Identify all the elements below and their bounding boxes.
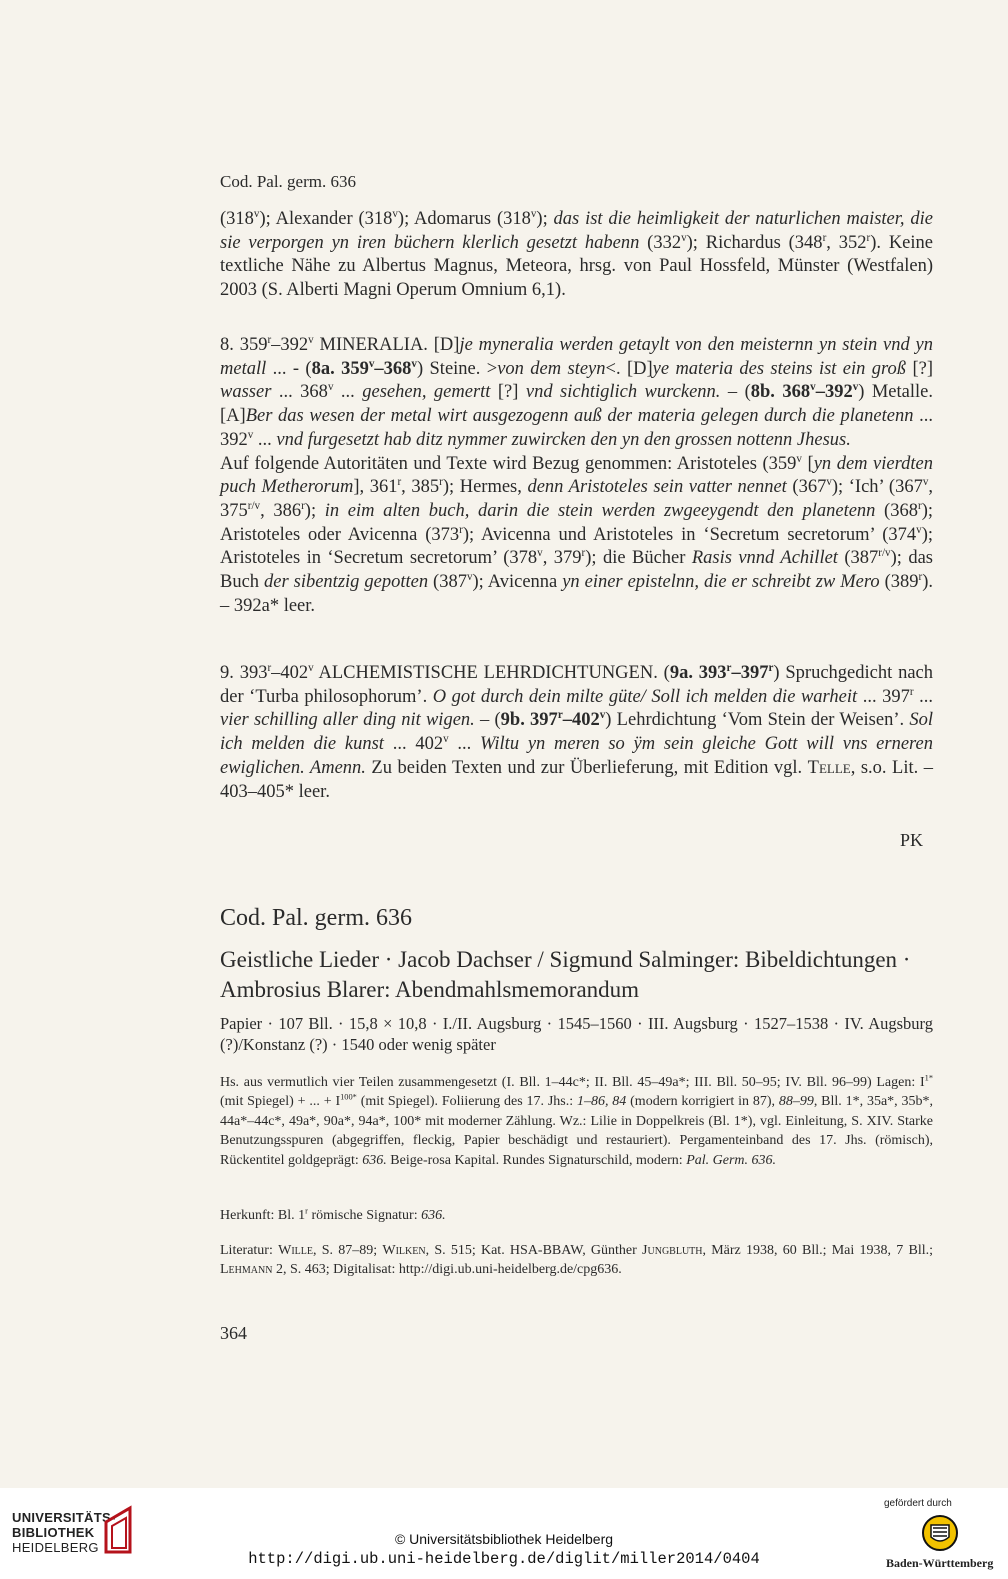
- library-line-2: BIBLIOTHEK: [12, 1525, 95, 1540]
- page-number: 364: [220, 1323, 247, 1343]
- footer-bar: [0, 1488, 1008, 1579]
- paragraph-item-9: 9. 393$^r$–402$^v$ ALCHEMISTISCHE LEHRDICHTUNGEN. (9a. 393$^r$–397$^r$) Spruchgedicht nach der ‘Turba philosophorum’. O got durch dein milte güte/ Soll ich melden die warheit ... 397$^r$ ... vier schilling aller ding nit wigen. – (9b. 397$^r$–402$^v$) Lehrdichtung ‘Vom Stein der Weisen’. Sol ich melden die kunst ... 402$^v$ ... Wiltu yn meren so ÿm sein gleiche Gott will vns erneren ewiglichen. Amenn. Zu beiden Texten und zur Überlieferung, mit Edition vgl. Telle, s.o. Lit. – 403–405* leer.: [220, 661, 934, 802]
- paragraph-item-8: [220, 334, 933, 618]
- baden-wuerttemberg-emblem-icon: [920, 1513, 960, 1553]
- university-library-logo-icon[interactable]: [102, 1504, 136, 1556]
- permalink-url[interactable]: http://digi.ub.uni-heidelberg.de/diglit/miller2014/0404: [248, 1550, 760, 1568]
- running-head: Cod. Pal. germ. 636: [220, 172, 356, 191]
- library-line-3: HEIDELBERG: [12, 1540, 99, 1555]
- library-line-1: UNIVERSITÄTS-: [12, 1510, 116, 1525]
- copyright-notice: © Universitätsbibliothek Heidelberg: [394, 1531, 614, 1547]
- item-8-authorities: Auf folgende Autoritäten und Texte wird Bezug genommen: Aristoteles (359$^v$ [yn dem vierdten puch Metherorum], 361$^r$, 385$^r$); Hermes, denn Aristoteles sein vatter nennet (367$^v$); ‘Ich’ (367$^v$, $375^{r/v}$, 386$^r$); in eim alten buch, darin die stein werden zwgeeygendt den planetenn (368$^r$); Aristoteles oder Avicenna (373$^r$); Avicenna und Aristoteles in ‘Secretum secretorum’ (374$^v$); Aristoteles in ‘Secretum secretorum’ (378$^v$, 379$^r$); die Bücher Rasis vnnd Achillet $(387^{r/v})$; das Buch der sibentzig gepotten (387$^v$); Avicenna yn einer epistelnn, die er schreibt zw Mero (389$^r$). – 392a* leer.: [220, 452, 933, 616]
- entry-manuscript-description: Hs. aus vermutlich vier Teilen zusammengesetzt (I. Bll. 1–44c*; II. Bll. 45–49a*; III. Bll. 50–95; IV. Bll. 96–99) Lagen: $I^{1*}$ (mit Spiegel) + ... + $I^{100*}$ (mit Spiegel). Foliierung des 17. Jhs.: 1–86, 84 (modern korrigiert in 87), 88–99, Bll. 1*, 35a*, 35b*, 44a*–44c*, 49a*, 90a*, 94a*, 100* mit moderner Zählung. Wz.: Lilie in Doppelkreis (Bl. 1*), vgl. Einleitung, S. XIV. Starke Benutzungsspuren (abgegriffen, fleckig, Papier beschädigt und restauriert). Pergamenteinband des 17. Jhs. (römisch), Rückentitel goldgeprägt: 636. Beige-rosa Kapital. Rundes Signaturschild, modern: Pal. Germ. 636.: [220, 1073, 933, 1168]
- entry-literature: Literatur: Wille, S. 87–89; Wilken, S. 515; Kat. HSA-BBAW, Günther Jungbluth, März 1938, 60 Bll.; Mai 1938, 7 Bll.; Lehmann 2, S. 463; Digitalisat: http://digi.ub.uni-heidelberg.de/cpg636.: [220, 1243, 933, 1278]
- item-8-description: 8. 359$^r$–392$^v$ MINERALIA. [D]je myneralia werden getaylt von den meisternn yn stein vnd yn metall ... - (8a. 359$^v$–368$^v$) Steine. >von dem steyn<. [D]ye materia des steins ist ein groß [?] wasser ... 368$^v$ ... gesehen, gemertt [?] vnd sichtiglich wurckenn. – (8b. 368$^v$–392$^v$) Metalle. [A]Ber das wesen der metal wirt ausgezogenn auß der materia gelegen durch die planetenn ... 392$^v$ ... vnd furgesetzt hab ditz nymmer zuwircken den yn den grossen nottenn Jhesus.: [220, 333, 934, 450]
- sponsor-name: Baden-Württemberg: [886, 1556, 994, 1570]
- entry-meta: Papier · 107 Bll. · 15,8 × 10,8 · I./II. Augsburg · 1545–1560 · III. Augsburg · 1527–1538 · IV. Augsburg (?)/Konstanz (?) · 1540 oder wenig später: [220, 1014, 933, 1054]
- paragraph-continuation: (318$^v$); Alexander (318$^v$); Adomarus (318$^v$); das ist die heimligkeit der naturlichen maister, die sie verporgen yn iren büchern klerlich gesetzt habenn (332$^v$); Richardus (348$^r$, 352$^r$). Keine textliche Nähe zu Albertus Magnus, Meteora, hrsg. von Paul Hossfeld, Münster (Westfalen) 2003 (S. Alberti Magni Operum Omnium 6,1).: [220, 207, 933, 301]
- entry-shelfmark: Cod. Pal. germ. 636: [220, 905, 412, 931]
- sponsor-label: gefördert durch: [884, 1498, 952, 1509]
- entry-heading: Geistliche Lieder · Jacob Dachser / Sigmund Salminger: Bibeldichtungen · Ambrosius Blarer: Abendmahlsmemorandum: [220, 947, 911, 1002]
- entry-provenance: Herkunft: Bl. 1$^r$ römische Signatur: 636.: [220, 1206, 446, 1223]
- author-signature: PK: [900, 830, 924, 850]
